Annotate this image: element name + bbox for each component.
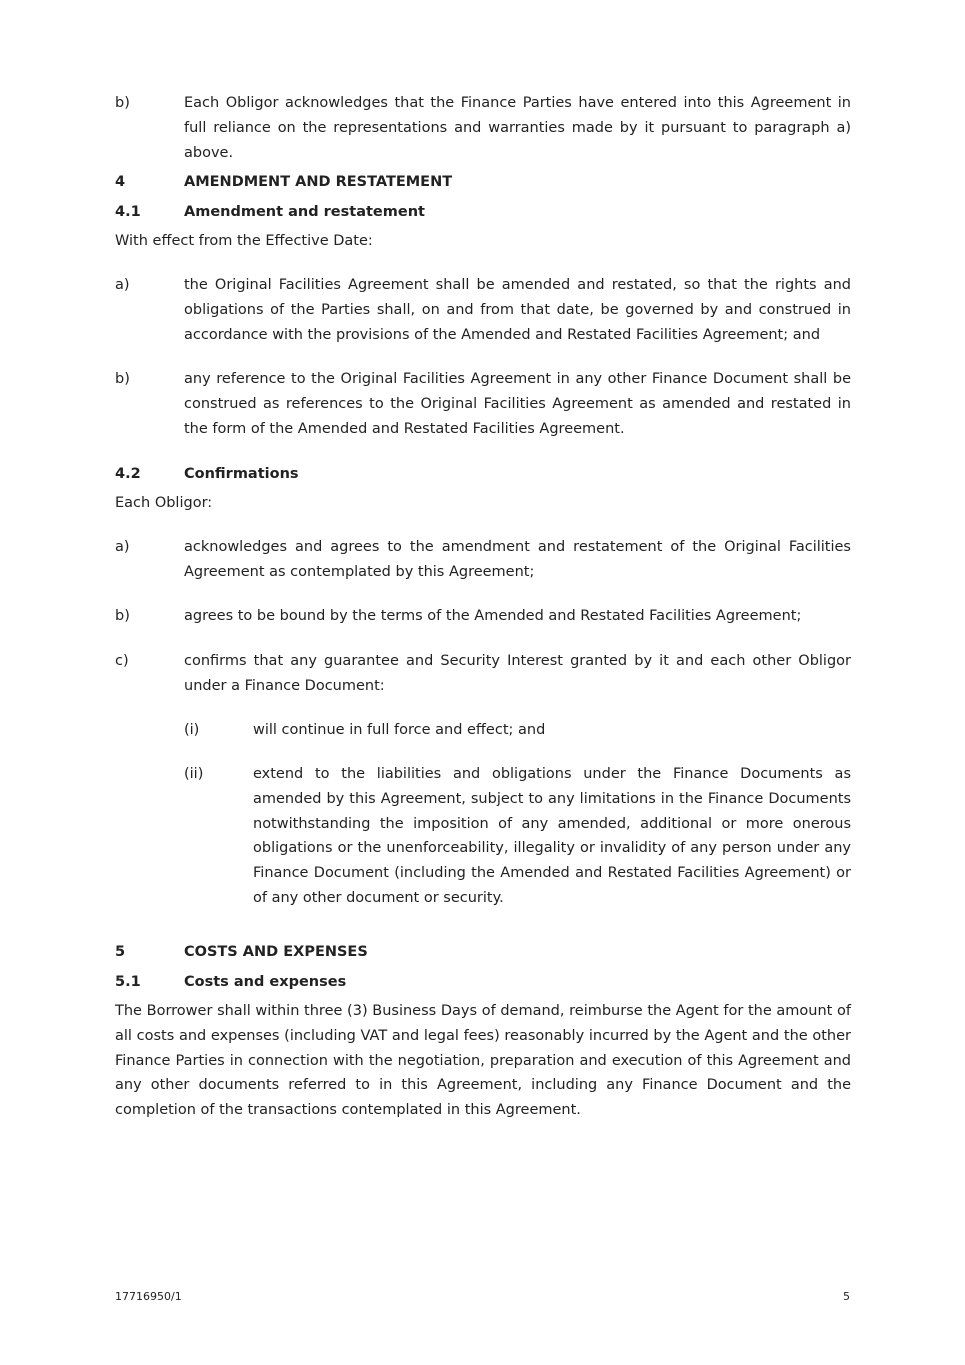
footer-doc-ref: 17716950/1 — [115, 1290, 182, 1303]
clause-5-1-heading — [115, 970, 851, 995]
item-label: a) — [115, 277, 130, 293]
clause-4-2-heading — [115, 462, 851, 487]
item-label: b) — [115, 608, 130, 624]
clause-title: Confirmations — [184, 466, 299, 482]
section-title: AMENDMENT AND RESTATEMENT — [184, 174, 453, 190]
item-text: acknowledges and agrees to the amendment and restatement of the Original Facilities Agreement as contemplated by this Agreement; — [184, 539, 851, 580]
item-label: c) — [115, 653, 129, 669]
clause-number: 4.1 — [115, 204, 141, 220]
item-text: the Original Facilities Agreement shall be amended and restated, so that the rights and obligations of the Parties shall, on and from that date, be governed by and construed in accordance with the provisions of the Amended and Restated Facilities Agreement; and — [184, 277, 851, 343]
paragraph-text: Each Obligor acknowledges that the Finance Parties have entered into this Agreement in full reliance on the representations and warranties made by it pursuant to paragraph a) above. — [184, 95, 851, 161]
clause-4-1-heading — [115, 200, 851, 225]
clause-title: Costs and expenses — [184, 974, 347, 990]
item-text: any reference to the Original Facilities Agreement in any other Finance Document shall be construed as references to the Original Facilities Agreement as amended and restated in the form of the Amended and Restated Facilities Agreement. — [184, 371, 851, 437]
paragraph-label: b) — [115, 95, 130, 111]
footer-page-number: 5 — [843, 1290, 850, 1303]
section-number: 5 — [115, 944, 126, 960]
subitem-text: will continue in full force and effect; and — [253, 722, 546, 738]
section-number: 4 — [115, 174, 126, 190]
paragraph-b-previous — [115, 91, 851, 165]
clause-number: 5.1 — [115, 974, 141, 990]
section-5-heading — [115, 940, 851, 965]
clause-4-2-item-b — [115, 604, 851, 629]
clause-4-1-item-a — [115, 273, 851, 347]
clause-4-2-subitem-ii — [184, 762, 851, 911]
clause-4-2-item-a — [115, 535, 851, 585]
section-title: COSTS AND EXPENSES — [184, 944, 368, 960]
section-4-heading — [115, 170, 851, 195]
item-text: agrees to be bound by the terms of the Amended and Restated Facilities Agreement; — [184, 608, 802, 624]
subitem-label: (i) — [184, 722, 200, 738]
clause-4-2-subitem-i — [184, 718, 851, 743]
clause-4-1-intro: With effect from the Effective Date: — [115, 233, 373, 249]
item-text: confirms that any guarantee and Security Interest granted by it and each other Obligor under a Finance Document: — [184, 653, 851, 694]
clause-5-1-text: The Borrower shall within three (3) Business Days of demand, reimburse the Agent for the amount of all costs and expenses (including VAT and legal fees) reasonably incurred by the Agent and the other Finance Parties in connection with the negotiation, preparation and execution of this Agreement and any other documents referred to in this Agreement, including any Finance Document and the completion of the transactions contemplated in this Agreement. — [115, 1003, 851, 1119]
subitem-label: (ii) — [184, 766, 204, 782]
clause-4-2-intro: Each Obligor: — [115, 495, 213, 511]
item-label: a) — [115, 539, 130, 555]
clause-4-1-item-b — [115, 367, 851, 441]
clause-number: 4.2 — [115, 466, 141, 482]
clause-4-2-item-c — [115, 649, 851, 699]
subitem-text: extend to the liabilities and obligations under the Finance Documents as amended by this Agreement, subject to any limitations in the Finance Documents notwithstanding the imposition of any amended, additional or more onerous obligations or the unenforceability, illegality or invalidity of any person under any Finance Document (including the Amended and Restated Facilities Agreement) or of any other document or security. — [253, 766, 851, 906]
item-label: b) — [115, 371, 130, 387]
clause-title: Amendment and restatement — [184, 204, 425, 220]
